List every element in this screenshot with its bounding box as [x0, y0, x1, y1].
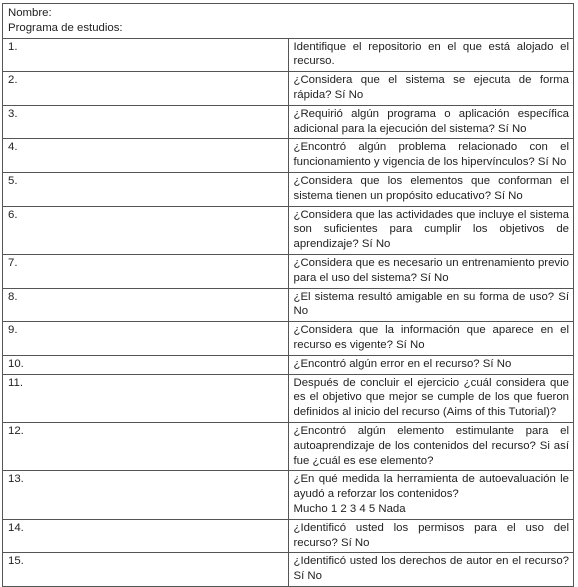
- question-number: 3.: [3, 105, 289, 139]
- question-text-cell: [288, 172, 574, 206]
- question-row: [3, 422, 574, 470]
- question-number: 14.: [3, 519, 289, 553]
- question-row: [3, 288, 574, 322]
- question-text-cell: [288, 471, 574, 519]
- header-cell: [3, 4, 574, 39]
- question-number: 8.: [3, 288, 289, 322]
- question-text-cell: [288, 254, 574, 288]
- question-row: [3, 355, 574, 374]
- question-text: ¿En qué medida la herramienta de autoevaluación le ayudó a reforzar los contenidos?: [293, 473, 569, 501]
- question-row: [3, 553, 574, 587]
- question-row: [3, 471, 574, 519]
- question-text: Después de concluir el ejercicio ¿cuál considera que es el objetivo que mejor se cumple de los que fueron definidos al inicio del recurso (Aims of this Tutorial)?: [293, 376, 569, 419]
- question-number: 13.: [3, 471, 289, 519]
- question-text: ¿Considera que las actividades que incluye el sistema son suficientes para cumplir los objetivos de aprendizaje? Sí No: [293, 208, 569, 251]
- question-text-cell: [288, 206, 574, 254]
- question-number: 7.: [3, 254, 289, 288]
- question-number: 1.: [3, 38, 289, 72]
- question-number: 10.: [3, 355, 289, 374]
- question-text: Identifique el repositorio en el que está alojado el recurso.: [293, 40, 569, 68]
- question-row: [3, 72, 574, 106]
- question-text: ¿Considera que el sistema se ejecuta de forma rápida? Sí No: [293, 74, 569, 101]
- question-text: ¿El sistema resultó amigable en su forma de uso? Sí No: [293, 290, 569, 318]
- question-number: 11.: [3, 374, 289, 422]
- question-row: [3, 519, 574, 553]
- question-text: ¿Identificó usted los derechos de autor en el recurso? Sí No: [293, 555, 569, 583]
- question-text-cell: [288, 519, 574, 553]
- question-number: 2.: [3, 72, 289, 106]
- question-row: [3, 172, 574, 206]
- name-label: Nombre:: [8, 7, 52, 19]
- question-text-cell: [288, 72, 574, 106]
- program-label: Programa de estudios:: [8, 21, 123, 34]
- question-text-cell: [288, 355, 574, 374]
- question-number: 12.: [3, 422, 289, 470]
- question-row: [3, 254, 574, 288]
- question-text: Mucho 1 2 3 4 5 Nada: [293, 502, 406, 515]
- question-text-cell: [288, 374, 574, 422]
- question-text-cell: [288, 422, 574, 470]
- questionnaire-sheet: [2, 3, 574, 587]
- question-row: [3, 374, 574, 422]
- questionnaire-body: [3, 4, 574, 587]
- question-text: ¿Considera que es necesario un entrenamiento previo para el uso del sistema? Sí No: [293, 256, 569, 284]
- questionnaire-table: [2, 3, 574, 587]
- question-text-cell: [288, 38, 574, 72]
- question-text: ¿Encontró algún elemento estimulante para el autoaprendizaje de los contenidos del recurso? Si así fue ¿cuál es ese elemento?: [293, 424, 569, 467]
- question-text-cell: [288, 105, 574, 139]
- question-text: ¿Requirió algún programa o aplicación específica adicional para la ejecución del sistema? Sí No: [293, 107, 569, 135]
- question-row: [3, 38, 574, 72]
- question-row: [3, 206, 574, 254]
- question-text: ¿Encontró algún problema relacionado con el funcionamiento y vigencia de los hipervínculos? Sí No: [293, 141, 569, 169]
- header-row: [3, 4, 574, 39]
- question-text: ¿Considera que la información que aparece en el recurso es vigente? Sí No: [293, 324, 569, 351]
- question-text-cell: [288, 139, 574, 173]
- question-number: 5.: [3, 172, 289, 206]
- question-text-cell: [288, 322, 574, 356]
- question-row: [3, 322, 574, 356]
- question-number: 9.: [3, 322, 289, 356]
- question-text: ¿Considera que los elementos que conforman el sistema tienen un propósito educativo? Sí No: [293, 174, 569, 202]
- question-text-cell: [288, 553, 574, 587]
- question-text: ¿Encontró algún error en el recurso? Sí No: [293, 357, 512, 370]
- question-row: [3, 139, 574, 173]
- question-text-cell: [288, 288, 574, 322]
- question-number: 4.: [3, 139, 289, 173]
- question-row: [3, 105, 574, 139]
- question-text: ¿Identificó usted los permisos para el uso del recurso? Sí No: [293, 521, 569, 549]
- question-number: 6.: [3, 206, 289, 254]
- question-number: 15.: [3, 553, 289, 587]
